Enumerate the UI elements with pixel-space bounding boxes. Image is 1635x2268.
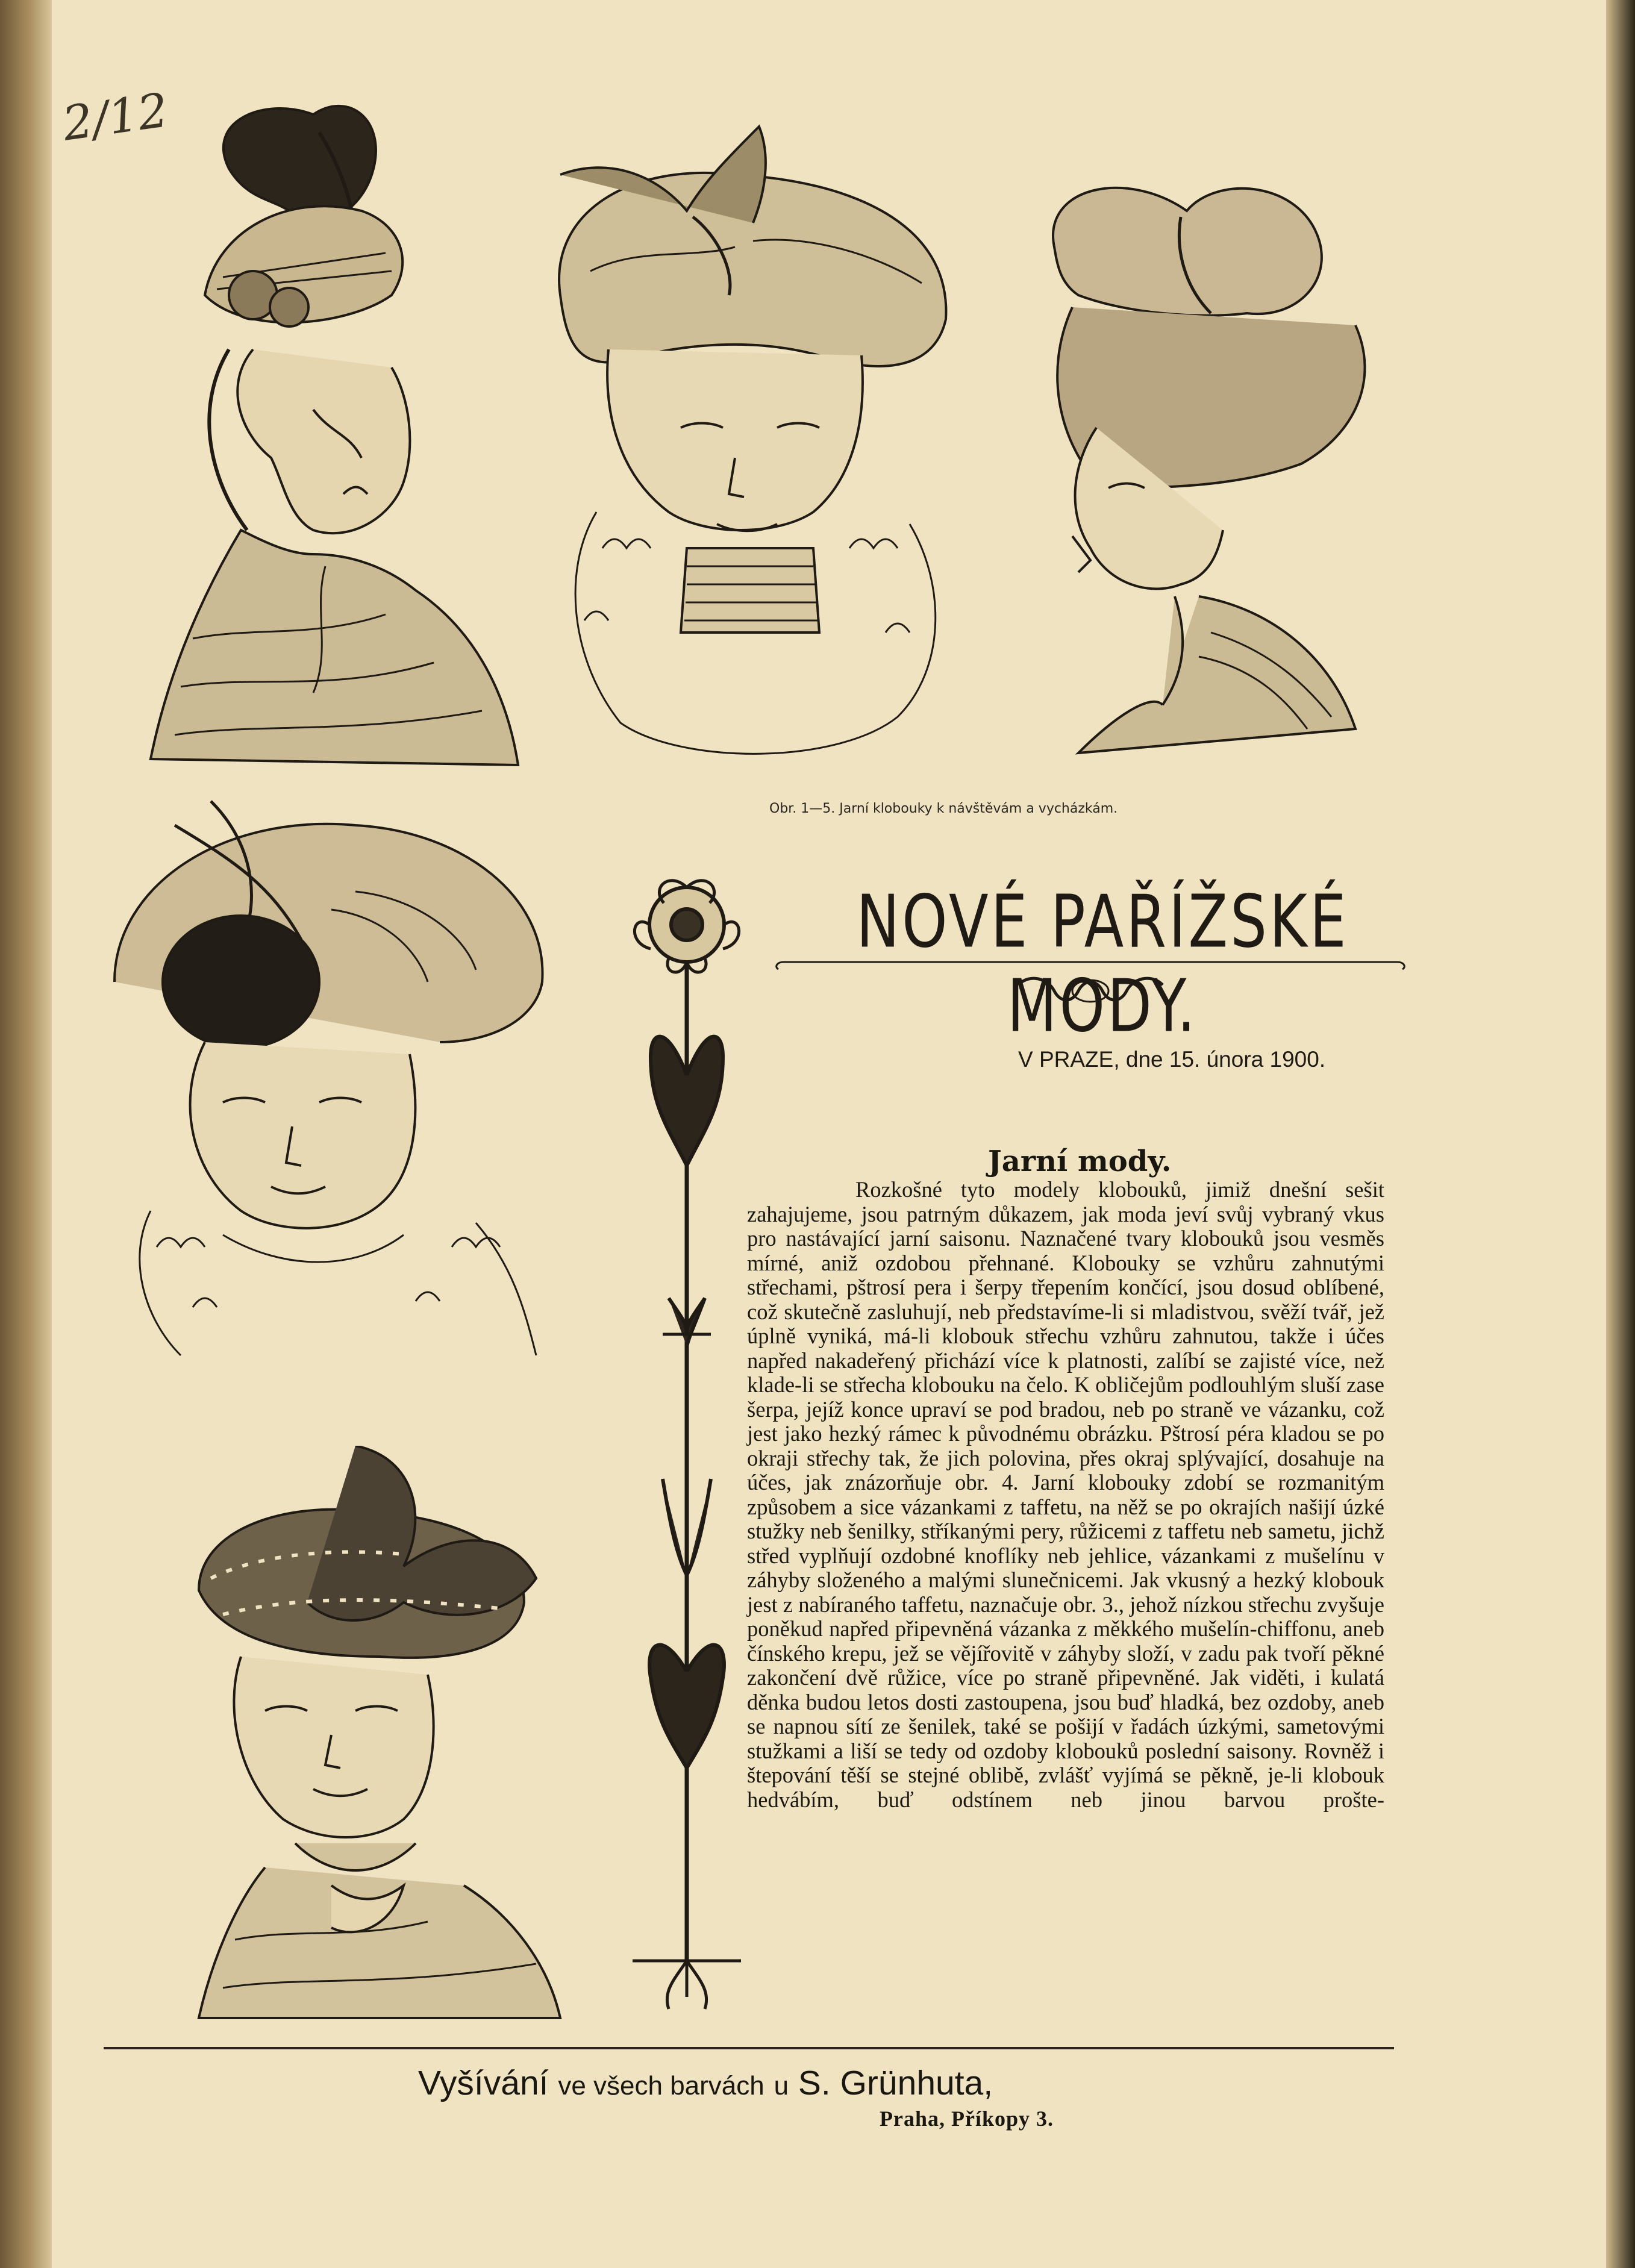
advertisement-line [418, 2063, 993, 2103]
dateline: V PRAZE, dne 15. února 1900. [1018, 1047, 1326, 1072]
bottom-divider [104, 2047, 1394, 2049]
woman-hat-front-illustration [536, 90, 970, 771]
section-heading: Jarní mody. [988, 1145, 1172, 1178]
ad-phrase-colors: ve všech barvách [558, 2071, 764, 2101]
woman-ribbon-hat-illustration [175, 1446, 578, 2024]
article-body: Rozkošné tyto modely klobouků, jimiž dnešní sešit zahajujeme, jsou patrným důkazem, jak moda jeví svůj vybraný vkus pro nastávající jarní saisonu. Naznačené tvary klobouků jsou vesměs mírné, aniž ozdobou přehnané. Klobouky se vzhůru zahnutými střechami, pštrosí pera i šerpy třepením končící, jsou dosud oblíbené, což skutečně zasluhují, neb představíme-li si mladistvou, svěží tvář, jež úplně vyniká, má-li klobouk střechu vzhůru zahnutou, takže i účes napřed nakadeřený přichází více k platnosti, zalíbí se zajisté více, než klade-li se střecha klobouku na čelo. K obličejům podlouhlým sluší zase šerpa, jejíž konce upraví se pod bradou, neb po straně ve vázanku, což jest jako hezký rámec k původnému obrázku. Pštrosí péra kladou se po okraji střechy tak, že jich polovina, přes okraj splývající, dosahuje na účes, jak znázorňuje obr. 4. Jarní klobouky zdobí se rozmanitým způsobem a sice vázankami z taffetu, na něž se po okrajích našijí úzké stužky neb šenilky, stříkanými pery, růžicemi z taffetu neb sametu, jichž střed vyplňují ozdobné knoflíky neb jehlice, vázankami z mušelínu v záhyby složeného a malými slunečnicemi. Jak vkusný a hezký klobouk jest z nabíraného taffetu, naznačuje obr. 3., jehož nízkou střechu zvyšuje poněkud napřed připevněná vázanka z měkkého mušelín-chiffonu, aneb čínského krepu, jež se vějířovitě v záhyby složí, v zadu pak tvoří pěkné zakončení dvě růžice, více po straně připevněné. Jak viděti, i kulatá děnka budou letos dosti zastoupena, jsou buď hladká, bez ozdoby, aneb se napnou sítí ze šenilek, také se pošijí v řadách úzkými, sametovými stužkami a liší se tedy od ozdoby klobouků poslední saisony. Rovněž i štepování těší se stejné oblibě, zvlášť vyjímá se pěkně, je-li klobouk hedvábím, buď odstínem neb jinou barvou prošte- [747, 1177, 1384, 1812]
art-nouveau-flower-ornament-icon [627, 876, 747, 2024]
woman-hat-profile-illustration [133, 96, 530, 795]
ad-word-embroidery: Vyšívání [418, 2064, 549, 2102]
woman-bow-hat-profile-illustration [1018, 175, 1392, 777]
decorative-rule-ornament-icon [771, 949, 1410, 1015]
ad-preposition: u [774, 2071, 789, 2101]
illustration-caption: Obr. 1—5. Jarní klobouky k návštěvám a vycházkám. [769, 801, 1118, 816]
ad-address: Praha, Příkopy 3. [880, 2107, 1054, 2131]
handwritten-page-number: 2/12 [59, 83, 172, 152]
page-title: NOVÉ PAŘÍŽSKÉ MODY. [856, 879, 1349, 1048]
book-spine-shadow [0, 0, 52, 2268]
woman-feather-hat-illustration [102, 789, 584, 1398]
page-edge-shadow [1606, 0, 1635, 2268]
ad-company-name: S. Grünhuta, [798, 2064, 993, 2102]
